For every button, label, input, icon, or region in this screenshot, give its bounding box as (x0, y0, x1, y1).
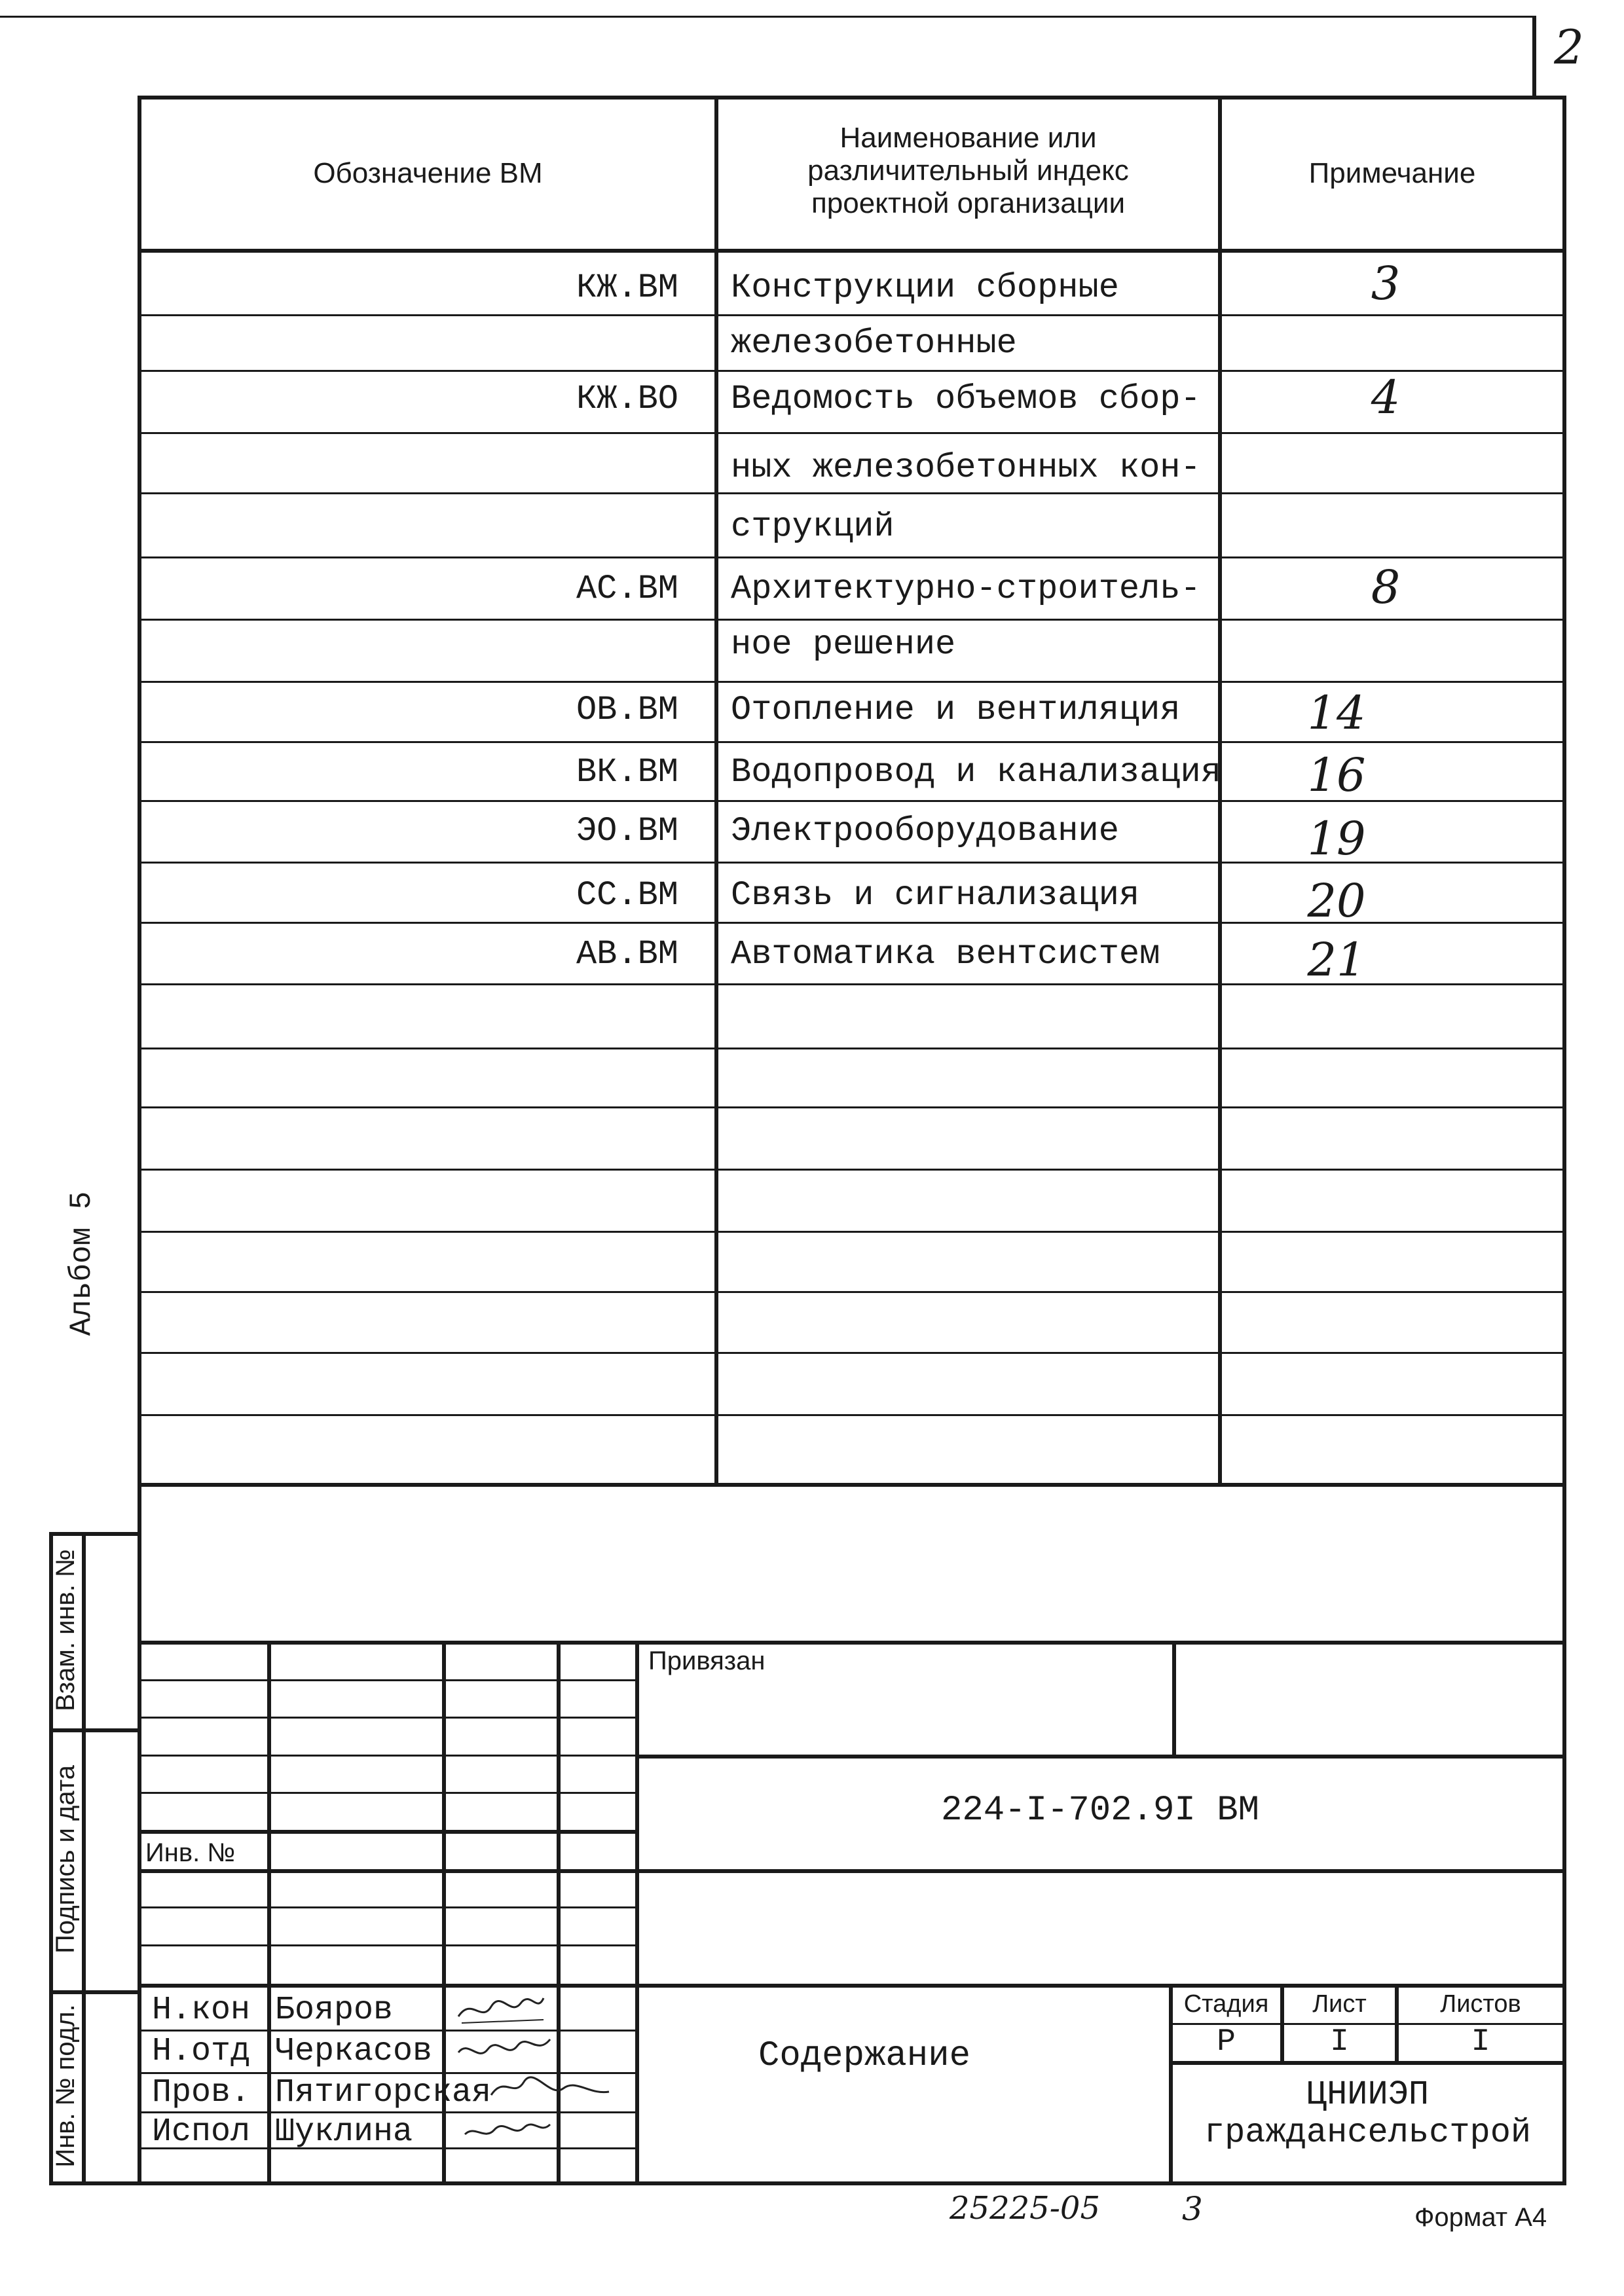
tb-row-line (138, 2030, 635, 2032)
row-note: 20 (1307, 874, 1366, 928)
row-code: КЖ.ВМ (576, 268, 678, 307)
tb-person-role: Испол (152, 2113, 251, 2151)
tb-row-line (138, 1792, 635, 1794)
row-line (138, 492, 1565, 494)
tb-inv-no: Инв. № (145, 1838, 236, 1867)
tb-row-line (138, 1755, 635, 1757)
signature-icon (452, 2030, 557, 2069)
header-name (718, 122, 1218, 220)
signature-icon (458, 2111, 557, 2147)
row-code: АС.ВМ (576, 570, 678, 608)
tb-row-line (138, 1679, 635, 1681)
row-line (138, 432, 1565, 434)
tb-person-role: Н.кон (152, 1992, 251, 2029)
tb-row-line-wide (138, 1984, 1565, 1988)
row-name: Отопление и вентиляция (731, 691, 1181, 729)
row-note: 16 (1307, 748, 1366, 802)
header-note: Примечание (1308, 157, 1476, 189)
tb-doc-code: 224-I-702.9I ВМ (940, 1791, 1260, 1831)
tb-row-line (138, 1717, 635, 1719)
row-line (138, 619, 1565, 621)
tb-org-line-1: ЦНИИЭП (1306, 2075, 1430, 2114)
tb-sheets-value: I (1471, 2024, 1490, 2060)
row-name: Ведомость объемов сбор- (731, 380, 1201, 418)
row-line (138, 681, 1565, 683)
tb-col-line (635, 1641, 639, 2181)
tb-sheets-label: Листов (1440, 1990, 1521, 2018)
row-line (138, 1048, 1565, 1049)
row-name: Архитектурно-строитель- (731, 570, 1201, 608)
tb-row-line (138, 1906, 635, 1908)
tb-person-role: Н.отд (152, 2033, 251, 2070)
signature-icon (485, 2069, 616, 2108)
top-edge-line (0, 16, 1536, 18)
row-line (138, 556, 1565, 558)
album-label-wrap (0, 1165, 164, 1362)
row-code: ОВ.ВМ (576, 691, 678, 729)
tb-person-name: Бояров (275, 1992, 394, 2029)
footer-archive-no: 25225-05 (950, 2190, 1100, 2227)
header-designation: Обозначение ВМ (313, 157, 543, 189)
tb-col-line (267, 1641, 271, 2181)
row-code: АВ.ВМ (576, 935, 678, 974)
tb-stage-label: Стадия (1183, 1990, 1269, 2018)
tb-line (635, 1869, 1565, 1873)
page-number: 2 (1554, 20, 1584, 75)
signature-icon (452, 1990, 550, 2030)
tb-org-line-2: граждансельстрой (1204, 2113, 1532, 2152)
tb-sheet-label: Лист (1312, 1990, 1367, 2018)
row-name: Конструкции сборные (731, 268, 1119, 307)
header-name-line-3: проектной организации (811, 187, 1126, 219)
header-name-line-2: различительный индекс (807, 155, 1129, 187)
row-name: ное решение (731, 625, 956, 664)
row-note: 21 (1307, 933, 1366, 987)
row-line (138, 1414, 1565, 1416)
footer-format: Формат А4 (1414, 2203, 1547, 2232)
tb-line (635, 1755, 1565, 1758)
row-note: 3 (1371, 257, 1401, 310)
footer-archive-sheet: 3 (1182, 2190, 1203, 2228)
album-label: Альбом 5 (65, 1191, 99, 1336)
row-note: 8 (1371, 560, 1401, 614)
tb-sheet-value: I (1330, 2024, 1349, 2060)
title-block-top (138, 1641, 1565, 1645)
row-line (138, 1106, 1565, 1108)
row-note: 19 (1307, 812, 1366, 866)
row-note: 14 (1307, 686, 1366, 740)
row-name: Связь и сигнализация (731, 876, 1140, 915)
row-code: ЭО.ВМ (576, 812, 678, 850)
row-note: 4 (1371, 371, 1401, 424)
row-line (138, 741, 1565, 743)
row-line (138, 1291, 1565, 1293)
tb-stage-line (1169, 2061, 1565, 2065)
row-code: КЖ.ВО (576, 380, 678, 418)
row-name: струкций (731, 507, 895, 546)
margin-vzam-inv: Взам. инв. № (51, 1549, 80, 1711)
row-line (138, 1231, 1565, 1233)
tb-privyazan: Привязан (648, 1647, 766, 1675)
row-line (138, 314, 1565, 316)
table-col-line-1 (714, 96, 718, 1486)
margin-podpis-data: Подпись и дата (51, 1765, 80, 1954)
frame-bottom (82, 2181, 1566, 2185)
table-bottom-line (138, 1483, 1565, 1487)
row-name: Автоматика вентсистем (731, 935, 1160, 974)
tb-row-line (138, 1869, 635, 1873)
row-line (138, 1169, 1565, 1171)
row-name: железобетонные (731, 324, 1017, 363)
row-code: ВК.ВМ (576, 753, 678, 792)
tb-title: Содержание (758, 2036, 971, 2076)
tb-person-name: Пятигорская (275, 2074, 492, 2111)
tb-person-name: Черкасов (275, 2033, 433, 2070)
tb-row-line (138, 1830, 635, 1834)
row-name: ных железобетонных кон- (731, 448, 1201, 487)
tb-person-name: Шуклина (275, 2113, 413, 2151)
tb-person-role: Пров. (152, 2074, 251, 2111)
margin-strip-inner (82, 1532, 86, 2185)
tb-row-line (138, 1944, 635, 1946)
row-name: Водопровод и канализация (731, 753, 1221, 792)
header-bottom-line (138, 249, 1565, 253)
row-code: СС.ВМ (576, 876, 678, 915)
margin-inv-podl: Инв. № подл. (51, 2004, 80, 2168)
row-line (138, 1352, 1565, 1354)
tb-privyazan-divider (1172, 1641, 1176, 1757)
row-name: Электрооборудование (731, 812, 1119, 850)
header-name-line-1: Наименование или (840, 122, 1097, 154)
tb-stage-value: Р (1217, 2024, 1236, 2060)
